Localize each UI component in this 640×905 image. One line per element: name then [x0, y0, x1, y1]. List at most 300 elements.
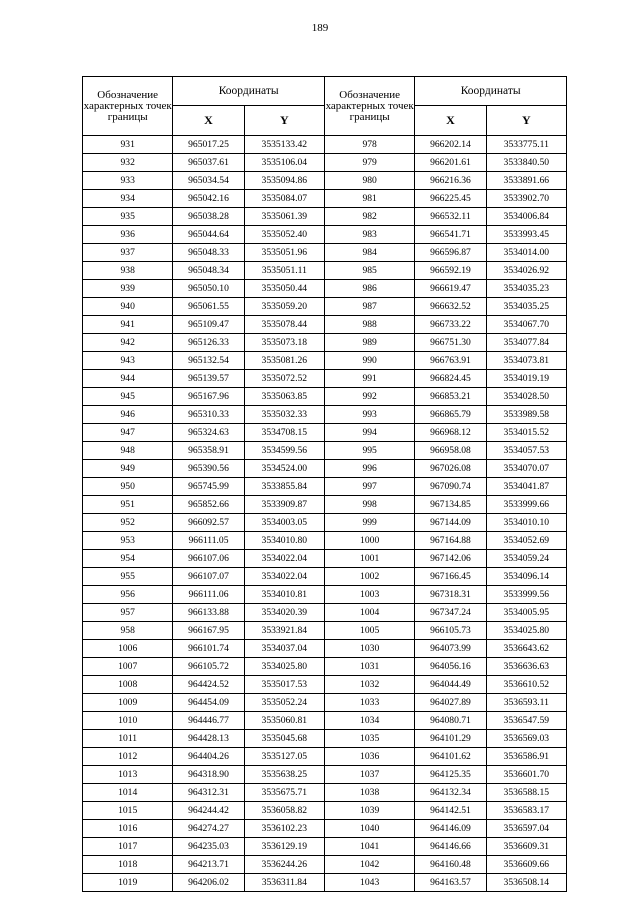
point-id-left: 1019 — [83, 874, 173, 892]
point-id-right: 989 — [324, 334, 414, 352]
table-row — [83, 712, 567, 730]
y-value-left: 3535017.53 — [244, 676, 324, 694]
x-value-left: 964312.31 — [173, 784, 244, 802]
point-id-right: 1038 — [324, 784, 414, 802]
x-value-left: 965044.64 — [173, 226, 244, 244]
point-id-right: 1041 — [324, 838, 414, 856]
table-row — [83, 136, 567, 154]
point-id-right: 980 — [324, 172, 414, 190]
table-row — [83, 730, 567, 748]
table-row — [83, 820, 567, 838]
table-row — [83, 586, 567, 604]
x-value-left: 964446.77 — [173, 712, 244, 730]
y-value-right: 3536588.15 — [486, 784, 566, 802]
x-header-right: X — [415, 106, 486, 136]
table-row — [83, 676, 567, 694]
y-value-left: 3535051.11 — [244, 262, 324, 280]
x-value-right: 964142.51 — [415, 802, 486, 820]
point-id-left: 951 — [83, 496, 173, 514]
x-value-left: 966107.06 — [173, 550, 244, 568]
y-value-left: 3535063.85 — [244, 388, 324, 406]
point-id-right: 993 — [324, 406, 414, 424]
table-row — [83, 514, 567, 532]
table-row — [83, 622, 567, 640]
y-value-left: 3535078.44 — [244, 316, 324, 334]
point-id-left: 1015 — [83, 802, 173, 820]
point-id-right: 982 — [324, 208, 414, 226]
x-value-left: 964206.02 — [173, 874, 244, 892]
point-id-left: 937 — [83, 244, 173, 262]
point-id-left: 1014 — [83, 784, 173, 802]
x-value-right: 966763.91 — [415, 352, 486, 370]
x-value-left: 965126.33 — [173, 334, 244, 352]
table-row — [83, 424, 567, 442]
x-value-left: 964318.90 — [173, 766, 244, 784]
point-id-left: 947 — [83, 424, 173, 442]
y-header-right: Y — [486, 106, 566, 136]
x-value-left: 964404.26 — [173, 748, 244, 766]
point-id-left: 931 — [83, 136, 173, 154]
designation-header-left: Обозначение характерных точек границы — [83, 77, 173, 136]
x-value-left: 965034.54 — [173, 172, 244, 190]
table-row — [83, 532, 567, 550]
point-id-left: 941 — [83, 316, 173, 334]
point-id-right: 1040 — [324, 820, 414, 838]
table-row — [83, 496, 567, 514]
x-value-right: 967164.88 — [415, 532, 486, 550]
y-header-left: Y — [244, 106, 324, 136]
y-value-left: 3534022.04 — [244, 568, 324, 586]
y-value-left: 3534599.56 — [244, 442, 324, 460]
table-row — [83, 658, 567, 676]
x-value-right: 967347.24 — [415, 604, 486, 622]
y-value-left: 3533855.84 — [244, 478, 324, 496]
x-value-right: 966865.79 — [415, 406, 486, 424]
y-value-left: 3534025.80 — [244, 658, 324, 676]
point-id-left: 1007 — [83, 658, 173, 676]
point-id-left: 956 — [83, 586, 173, 604]
x-value-right: 964056.16 — [415, 658, 486, 676]
point-id-left: 952 — [83, 514, 173, 532]
point-id-left: 1010 — [83, 712, 173, 730]
y-value-right: 3533989.58 — [486, 406, 566, 424]
y-value-left: 3535094.86 — [244, 172, 324, 190]
table-row — [83, 172, 567, 190]
x-value-left: 965139.57 — [173, 370, 244, 388]
y-value-right: 3536569.03 — [486, 730, 566, 748]
point-id-right: 1043 — [324, 874, 414, 892]
y-value-left: 3534037.04 — [244, 640, 324, 658]
table-row — [83, 244, 567, 262]
table-row — [83, 190, 567, 208]
y-value-left: 3535675.71 — [244, 784, 324, 802]
table-row — [83, 298, 567, 316]
x-value-right: 967090.74 — [415, 478, 486, 496]
y-value-right: 3534070.07 — [486, 460, 566, 478]
x-value-left: 965358.91 — [173, 442, 244, 460]
y-value-left: 3535045.68 — [244, 730, 324, 748]
y-value-left: 3535073.18 — [244, 334, 324, 352]
y-value-right: 3534067.70 — [486, 316, 566, 334]
y-value-left: 3535106.04 — [244, 154, 324, 172]
x-value-right: 964125.35 — [415, 766, 486, 784]
point-id-right: 979 — [324, 154, 414, 172]
point-id-left: 936 — [83, 226, 173, 244]
coordinates-header-right: Координаты — [415, 77, 567, 106]
point-id-right: 978 — [324, 136, 414, 154]
x-value-right: 966532.11 — [415, 208, 486, 226]
y-value-left: 3536102.23 — [244, 820, 324, 838]
x-value-right: 964163.57 — [415, 874, 486, 892]
table-row — [83, 604, 567, 622]
table-row — [83, 640, 567, 658]
point-id-right: 992 — [324, 388, 414, 406]
table-row — [83, 748, 567, 766]
point-id-right: 1039 — [324, 802, 414, 820]
table-body — [83, 136, 567, 892]
table-row — [83, 478, 567, 496]
point-id-left: 942 — [83, 334, 173, 352]
y-value-left: 3534524.00 — [244, 460, 324, 478]
point-id-right: 1001 — [324, 550, 414, 568]
point-id-left: 1006 — [83, 640, 173, 658]
point-id-right: 983 — [324, 226, 414, 244]
x-value-right: 964101.29 — [415, 730, 486, 748]
point-id-right: 1036 — [324, 748, 414, 766]
y-value-left: 3535072.52 — [244, 370, 324, 388]
table-row — [83, 550, 567, 568]
x-value-left: 966107.07 — [173, 568, 244, 586]
y-value-right: 3534005.95 — [486, 604, 566, 622]
x-value-right: 964073.99 — [415, 640, 486, 658]
table-row — [83, 460, 567, 478]
x-value-left: 965132.54 — [173, 352, 244, 370]
y-value-right: 3536643.62 — [486, 640, 566, 658]
x-value-left: 965042.16 — [173, 190, 244, 208]
y-value-right: 3536609.66 — [486, 856, 566, 874]
y-value-left: 3534010.81 — [244, 586, 324, 604]
y-value-right: 3536597.04 — [486, 820, 566, 838]
x-value-left: 964274.27 — [173, 820, 244, 838]
x-value-right: 964027.89 — [415, 694, 486, 712]
y-value-right: 3533891.66 — [486, 172, 566, 190]
page-number: 189 — [311, 22, 329, 34]
y-value-right: 3533840.50 — [486, 154, 566, 172]
y-value-left: 3535084.07 — [244, 190, 324, 208]
y-value-right: 3533902.70 — [486, 190, 566, 208]
x-value-left: 965037.61 — [173, 154, 244, 172]
y-value-right: 3534057.53 — [486, 442, 566, 460]
y-value-left: 3534010.80 — [244, 532, 324, 550]
coordinates-header-left: Координаты — [173, 77, 325, 106]
point-id-right: 1005 — [324, 622, 414, 640]
table-row — [83, 784, 567, 802]
point-id-right: 987 — [324, 298, 414, 316]
y-value-right: 3534006.84 — [486, 208, 566, 226]
x-value-left: 966101.74 — [173, 640, 244, 658]
x-value-right: 966105.73 — [415, 622, 486, 640]
table-row — [83, 334, 567, 352]
y-value-right: 3534041.87 — [486, 478, 566, 496]
x-value-right: 966619.47 — [415, 280, 486, 298]
table-row — [83, 208, 567, 226]
y-value-left: 3535638.25 — [244, 766, 324, 784]
x-value-right: 964080.71 — [415, 712, 486, 730]
table-row — [83, 856, 567, 874]
point-id-right: 985 — [324, 262, 414, 280]
x-value-right: 964101.62 — [415, 748, 486, 766]
x-value-right: 967134.85 — [415, 496, 486, 514]
table-row — [83, 568, 567, 586]
point-id-right: 1035 — [324, 730, 414, 748]
x-value-left: 965061.55 — [173, 298, 244, 316]
x-value-left: 966167.95 — [173, 622, 244, 640]
y-value-left: 3536058.82 — [244, 802, 324, 820]
y-value-right: 3534025.80 — [486, 622, 566, 640]
x-value-right: 967142.06 — [415, 550, 486, 568]
point-id-right: 981 — [324, 190, 414, 208]
x-value-left: 966092.57 — [173, 514, 244, 532]
point-id-right: 984 — [324, 244, 414, 262]
y-value-left: 3534003.05 — [244, 514, 324, 532]
table-row — [83, 154, 567, 172]
y-value-left: 3536129.19 — [244, 838, 324, 856]
x-value-left: 965852.66 — [173, 496, 244, 514]
x-value-left: 964244.42 — [173, 802, 244, 820]
x-value-left: 964235.03 — [173, 838, 244, 856]
x-value-left: 964428.13 — [173, 730, 244, 748]
point-id-right: 1004 — [324, 604, 414, 622]
y-value-left: 3535052.40 — [244, 226, 324, 244]
y-value-right: 3536636.63 — [486, 658, 566, 676]
point-id-right: 996 — [324, 460, 414, 478]
y-value-left: 3535059.20 — [244, 298, 324, 316]
point-id-right: 1003 — [324, 586, 414, 604]
table-row — [83, 874, 567, 892]
y-value-right: 3534035.23 — [486, 280, 566, 298]
point-id-left: 934 — [83, 190, 173, 208]
point-id-left: 933 — [83, 172, 173, 190]
x-value-left: 964454.09 — [173, 694, 244, 712]
x-value-left: 965048.34 — [173, 262, 244, 280]
x-value-right: 967026.08 — [415, 460, 486, 478]
point-id-left: 1017 — [83, 838, 173, 856]
y-value-right: 3533999.66 — [486, 496, 566, 514]
point-id-right: 999 — [324, 514, 414, 532]
y-value-right: 3534015.52 — [486, 424, 566, 442]
point-id-right: 1002 — [324, 568, 414, 586]
x-value-left: 965038.28 — [173, 208, 244, 226]
y-value-right: 3536610.52 — [486, 676, 566, 694]
point-id-left: 932 — [83, 154, 173, 172]
table-row — [83, 352, 567, 370]
y-value-right: 3534073.81 — [486, 352, 566, 370]
y-value-right: 3534028.50 — [486, 388, 566, 406]
point-id-right: 988 — [324, 316, 414, 334]
point-id-right: 1034 — [324, 712, 414, 730]
y-value-left: 3533921.84 — [244, 622, 324, 640]
point-id-left: 1018 — [83, 856, 173, 874]
point-id-left: 946 — [83, 406, 173, 424]
x-value-left: 964424.52 — [173, 676, 244, 694]
y-value-right: 3534014.00 — [486, 244, 566, 262]
point-id-left: 935 — [83, 208, 173, 226]
point-id-right: 998 — [324, 496, 414, 514]
y-value-right: 3536609.31 — [486, 838, 566, 856]
y-value-left: 3535081.26 — [244, 352, 324, 370]
y-value-right: 3534010.10 — [486, 514, 566, 532]
table-row — [83, 694, 567, 712]
x-value-right: 966201.61 — [415, 154, 486, 172]
point-id-left: 954 — [83, 550, 173, 568]
point-id-right: 995 — [324, 442, 414, 460]
point-id-right: 1037 — [324, 766, 414, 784]
x-value-right: 966751.30 — [415, 334, 486, 352]
x-value-right: 966968.12 — [415, 424, 486, 442]
x-value-left: 965310.33 — [173, 406, 244, 424]
table-row — [83, 766, 567, 784]
y-value-left: 3534022.04 — [244, 550, 324, 568]
x-value-right: 964132.34 — [415, 784, 486, 802]
table-row — [83, 370, 567, 388]
y-value-right: 3533999.56 — [486, 586, 566, 604]
x-value-right: 966202.14 — [415, 136, 486, 154]
point-id-left: 939 — [83, 280, 173, 298]
point-id-left: 949 — [83, 460, 173, 478]
point-id-left: 938 — [83, 262, 173, 280]
point-id-left: 1012 — [83, 748, 173, 766]
point-id-right: 1042 — [324, 856, 414, 874]
y-value-right: 3533993.45 — [486, 226, 566, 244]
point-id-left: 958 — [83, 622, 173, 640]
point-id-right: 991 — [324, 370, 414, 388]
x-value-right: 966596.87 — [415, 244, 486, 262]
x-value-left: 966111.06 — [173, 586, 244, 604]
y-value-left: 3535127.05 — [244, 748, 324, 766]
point-id-left: 948 — [83, 442, 173, 460]
y-value-right: 3536593.11 — [486, 694, 566, 712]
table-row — [83, 442, 567, 460]
table-row — [83, 280, 567, 298]
x-value-right: 966216.36 — [415, 172, 486, 190]
designation-header-right: Обозначение характерных точек границы — [324, 77, 414, 136]
point-id-left: 1008 — [83, 676, 173, 694]
y-value-right: 3534096.14 — [486, 568, 566, 586]
x-value-left: 965390.56 — [173, 460, 244, 478]
x-value-left: 966105.72 — [173, 658, 244, 676]
x-value-right: 966853.21 — [415, 388, 486, 406]
point-id-left: 940 — [83, 298, 173, 316]
x-value-right: 967318.31 — [415, 586, 486, 604]
table-row — [83, 316, 567, 334]
y-value-right: 3536583.17 — [486, 802, 566, 820]
point-id-right: 1032 — [324, 676, 414, 694]
coordinates-table — [82, 76, 567, 892]
point-id-left: 955 — [83, 568, 173, 586]
y-value-left: 3536311.84 — [244, 874, 324, 892]
y-value-left: 3535133.42 — [244, 136, 324, 154]
table-row — [83, 226, 567, 244]
point-id-right: 1033 — [324, 694, 414, 712]
point-id-left: 953 — [83, 532, 173, 550]
x-value-right: 964146.66 — [415, 838, 486, 856]
y-value-left: 3536244.26 — [244, 856, 324, 874]
y-value-right: 3536508.14 — [486, 874, 566, 892]
point-id-left: 957 — [83, 604, 173, 622]
x-value-right: 966225.45 — [415, 190, 486, 208]
y-value-right: 3534035.25 — [486, 298, 566, 316]
point-id-left: 1009 — [83, 694, 173, 712]
x-value-left: 964213.71 — [173, 856, 244, 874]
point-id-left: 1016 — [83, 820, 173, 838]
point-id-right: 1030 — [324, 640, 414, 658]
point-id-left: 943 — [83, 352, 173, 370]
x-value-left: 965109.47 — [173, 316, 244, 334]
point-id-left: 944 — [83, 370, 173, 388]
y-value-left: 3535060.81 — [244, 712, 324, 730]
x-value-right: 967166.45 — [415, 568, 486, 586]
x-value-right: 964044.49 — [415, 676, 486, 694]
point-id-right: 986 — [324, 280, 414, 298]
x-value-right: 966824.45 — [415, 370, 486, 388]
x-header-left: X — [173, 106, 244, 136]
x-value-right: 966958.08 — [415, 442, 486, 460]
y-value-right: 3534052.69 — [486, 532, 566, 550]
point-id-right: 997 — [324, 478, 414, 496]
table-row — [83, 406, 567, 424]
point-id-right: 1031 — [324, 658, 414, 676]
y-value-right: 3534019.19 — [486, 370, 566, 388]
point-id-left: 945 — [83, 388, 173, 406]
point-id-left: 1013 — [83, 766, 173, 784]
point-id-left: 950 — [83, 478, 173, 496]
x-value-left: 965167.96 — [173, 388, 244, 406]
y-value-left: 3535052.24 — [244, 694, 324, 712]
table-row — [83, 262, 567, 280]
x-value-right: 967144.09 — [415, 514, 486, 532]
x-value-right: 966632.52 — [415, 298, 486, 316]
y-value-left: 3533909.87 — [244, 496, 324, 514]
x-value-right: 966541.71 — [415, 226, 486, 244]
x-value-left: 965745.99 — [173, 478, 244, 496]
x-value-left: 965048.33 — [173, 244, 244, 262]
point-id-left: 1011 — [83, 730, 173, 748]
y-value-left: 3535050.44 — [244, 280, 324, 298]
table-row — [83, 802, 567, 820]
x-value-left: 966111.05 — [173, 532, 244, 550]
x-value-left: 965324.63 — [173, 424, 244, 442]
x-value-right: 966733.22 — [415, 316, 486, 334]
y-value-right: 3534026.92 — [486, 262, 566, 280]
x-value-right: 966592.19 — [415, 262, 486, 280]
x-value-right: 964160.48 — [415, 856, 486, 874]
point-id-right: 990 — [324, 352, 414, 370]
x-value-right: 964146.09 — [415, 820, 486, 838]
y-value-left: 3535061.39 — [244, 208, 324, 226]
y-value-right: 3536547.59 — [486, 712, 566, 730]
point-id-right: 994 — [324, 424, 414, 442]
table-row — [83, 388, 567, 406]
y-value-left: 3534020.39 — [244, 604, 324, 622]
table-row — [83, 838, 567, 856]
y-value-right: 3536601.70 — [486, 766, 566, 784]
y-value-left: 3535032.33 — [244, 406, 324, 424]
y-value-right: 3536586.91 — [486, 748, 566, 766]
x-value-left: 965050.10 — [173, 280, 244, 298]
x-value-left: 965017.25 — [173, 136, 244, 154]
point-id-right: 1000 — [324, 532, 414, 550]
y-value-left: 3535051.96 — [244, 244, 324, 262]
